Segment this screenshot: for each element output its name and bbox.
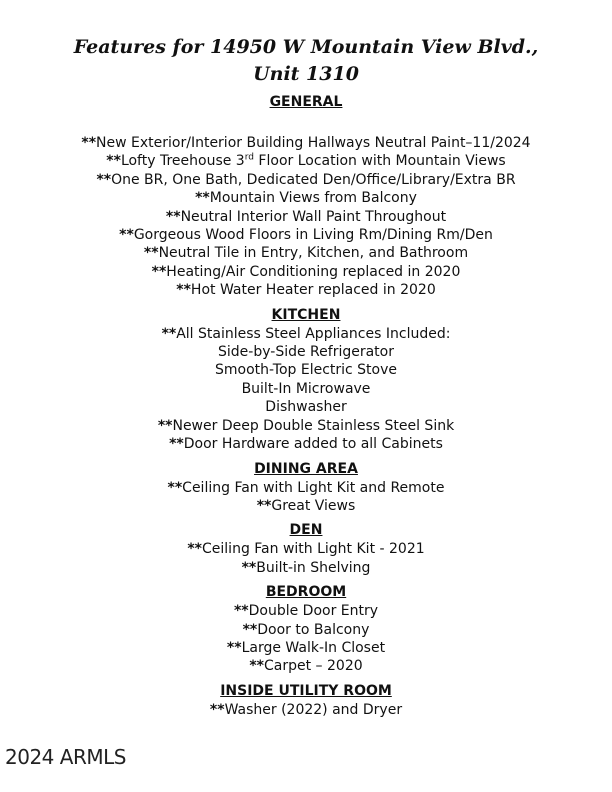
feature-item (0, 540, 612, 558)
feature-item (0, 639, 612, 657)
feature-text: Ceiling Fan with Light Kit - 2021 (202, 541, 425, 558)
feature-text: Washer (2022) and Dryer (224, 701, 403, 718)
bullet-stars: ** (119, 227, 134, 244)
section-bedroom (0, 583, 612, 676)
feature-item (0, 435, 612, 453)
feature-item (0, 701, 612, 719)
feature-text: Dishwasher (265, 399, 347, 416)
features-list (0, 93, 612, 719)
armls-watermark: 2024 ARMLS (5, 745, 126, 769)
feature-item (0, 226, 612, 244)
feature-item (0, 380, 612, 398)
ordinal-suffix: rd (244, 152, 254, 163)
feature-item (0, 479, 612, 497)
feature-item (0, 398, 612, 416)
section-heading-kitchen: KITCHEN (271, 306, 341, 323)
section-kitchen (0, 306, 612, 454)
section-general (0, 93, 612, 300)
feature-item (0, 152, 612, 170)
feature-text: Carpet – 2020 (264, 658, 363, 675)
feature-item (0, 621, 612, 639)
section-heading-general: GENERAL (269, 94, 343, 110)
feature-item (0, 171, 612, 189)
bullet-stars: ** (256, 497, 272, 514)
bullet-stars: ** (187, 541, 203, 558)
bullet-stars: ** (233, 603, 249, 620)
bullet-stars: ** (96, 171, 112, 188)
feature-text: Mountain Views from Balcony (209, 190, 417, 207)
feature-text: Gorgeous Wood Floors in Living Rm/Dining Rm/Den (133, 227, 493, 244)
feature-item (0, 417, 612, 435)
bullet-stars: ** (242, 621, 258, 638)
title-line-1: Features for 14950 W Mountain View Blvd., (73, 36, 539, 58)
feature-item (0, 244, 612, 262)
bullet-stars: ** (195, 190, 210, 207)
feature-text: Door to Balcony (257, 621, 370, 638)
feature-text: Large Walk-In Closet (241, 639, 386, 656)
feature-item (0, 208, 612, 226)
feature-text: Floor Location with Mountain Views (253, 153, 506, 170)
bullet-stars: ** (169, 436, 184, 453)
feature-text: Ceiling Fan with Light Kit and Remote (182, 479, 445, 496)
bullet-stars: ** (241, 559, 257, 576)
section-inside-utility-room (0, 682, 612, 719)
section-heading-bedroom: BEDROOM (265, 584, 347, 601)
feature-item (0, 263, 612, 281)
feature-text: Great Views (271, 497, 356, 514)
section-heading-inside-utility-room: INSIDE UTILITY ROOM (220, 682, 392, 699)
bullet-stars: ** (151, 263, 167, 280)
feature-item (0, 343, 612, 361)
feature-text: Built-In Microwave (241, 380, 371, 397)
spacer (0, 112, 612, 134)
feature-item (0, 497, 612, 515)
feature-item (0, 281, 612, 299)
bullet-stars: ** (209, 701, 225, 718)
feature-text: Side-by-Side Refrigerator (218, 344, 394, 361)
title-line-2: Unit 1310 (253, 63, 359, 85)
bullet-stars: ** (176, 282, 191, 299)
feature-text: One BR, One Bath, Dedicated Den/Office/Library/Extra BR (111, 171, 516, 188)
bullet-stars: ** (143, 245, 159, 262)
feature-item (0, 559, 612, 577)
feature-text: All Stainless Steel Appliances Included: (176, 325, 451, 342)
feature-item (0, 189, 612, 207)
feature-text: Neutral Tile in Entry, Kitchen, and Bathroom (158, 245, 469, 262)
bullet-stars: ** (161, 325, 177, 342)
feature-text: Heating/Air Conditioning replaced in 2020 (166, 263, 461, 280)
feature-text: Built-in Shelving (256, 559, 371, 576)
feature-text: Hot Water Heater replaced in 2020 (190, 282, 436, 299)
bullet-stars: ** (81, 135, 97, 151)
section-dining-area (0, 460, 612, 516)
bullet-stars: ** (226, 639, 242, 656)
feature-text: Smooth-Top Electric Stove (214, 362, 398, 379)
section-den (0, 521, 612, 577)
bullet-stars: ** (106, 153, 121, 170)
bullet-stars: ** (165, 208, 181, 225)
feature-text: Neutral Interior Wall Paint Throughout (180, 208, 447, 225)
page-title (0, 34, 612, 88)
feature-text: Double Door Entry (248, 603, 379, 620)
feature-item (0, 361, 612, 379)
bullet-stars: ** (167, 479, 183, 496)
feature-text: Newer Deep Double Stainless Steel Sink (172, 417, 455, 434)
feature-item (0, 657, 612, 675)
bullet-stars: ** (249, 658, 264, 675)
feature-text: Door Hardware added to all Cabinets (183, 436, 443, 453)
bullet-stars: ** (157, 417, 173, 434)
feature-item (0, 602, 612, 620)
feature-text: Lofty Treehouse 3 (120, 153, 245, 170)
feature-item (0, 325, 612, 343)
feature-item (0, 134, 612, 152)
feature-text: New Exterior/Interior Building Hallways Neutral Paint–11/2024 (96, 135, 531, 151)
section-heading-den: DEN (289, 522, 323, 539)
section-heading-dining-area: DINING AREA (254, 460, 358, 477)
